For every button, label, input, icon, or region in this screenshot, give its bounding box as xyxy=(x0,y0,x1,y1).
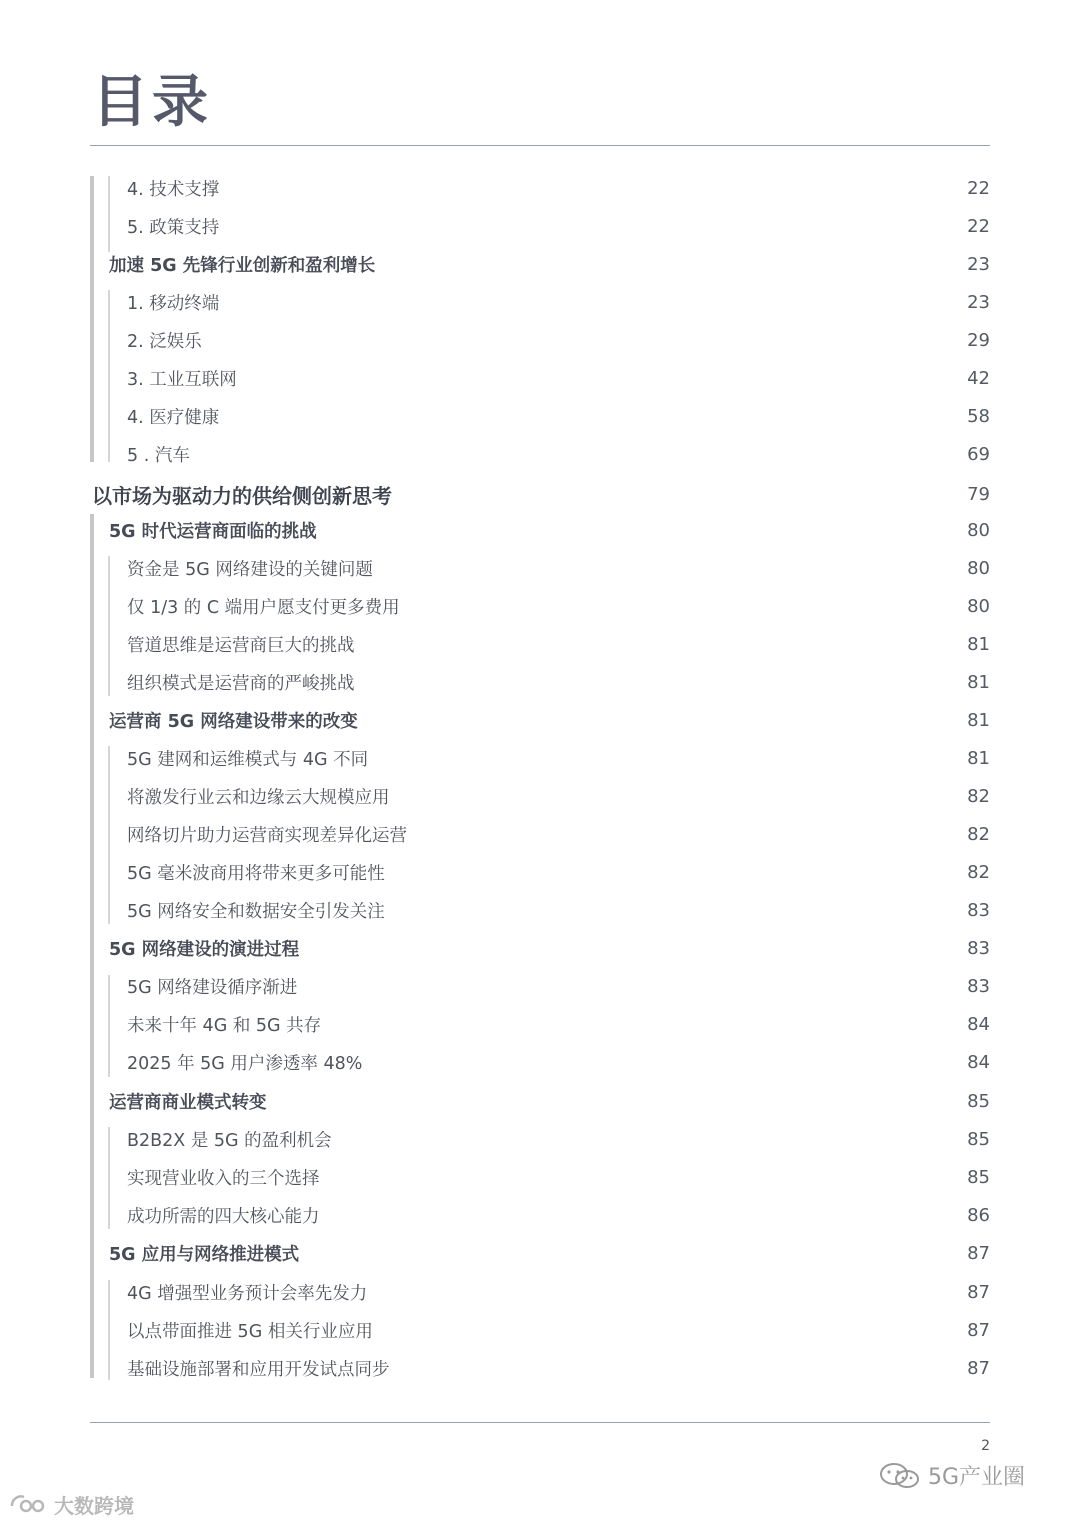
toc-entry[interactable] xyxy=(0,587,990,625)
toc-page: 87 xyxy=(967,1319,990,1341)
toc-page: 58 xyxy=(967,405,990,427)
toc-page: 81 xyxy=(967,709,990,731)
toc-page: 80 xyxy=(967,595,990,617)
page-number: 2 xyxy=(981,1438,990,1454)
watermark-right-text: 5G产业圈 xyxy=(928,1465,1026,1490)
toc-entry[interactable] xyxy=(0,1311,990,1349)
toc-label: 管道思维是运营商巨大的挑战 xyxy=(127,635,355,656)
toc-page: 84 xyxy=(967,1051,990,1073)
wechat-icon xyxy=(878,1461,922,1491)
toc-label: 基础设施部署和应用开发试点同步 xyxy=(127,1359,390,1380)
toc-page: 85 xyxy=(967,1166,990,1188)
toc-page: 80 xyxy=(967,557,990,579)
toc-page: 83 xyxy=(967,899,990,921)
bottom-divider xyxy=(90,1422,990,1423)
toc-page: 84 xyxy=(967,1013,990,1035)
toc-entry[interactable] xyxy=(0,967,990,1005)
toc-label: 1. 移动终端 xyxy=(127,293,220,314)
toc-page: 29 xyxy=(967,329,990,351)
toc-entry[interactable] xyxy=(0,321,990,359)
toc-entry[interactable] xyxy=(0,283,990,321)
toc-entry[interactable] xyxy=(0,929,990,967)
toc-page: 87 xyxy=(967,1242,990,1264)
toc-page: 23 xyxy=(967,291,990,313)
page-title: 目录 xyxy=(92,70,212,135)
toc-entry[interactable] xyxy=(0,1196,990,1234)
toc-page: 83 xyxy=(967,937,990,959)
toc-label: 5. 政策支持 xyxy=(127,217,220,238)
toc-page: 87 xyxy=(967,1281,990,1303)
watermark-left-text: 大数跨境 xyxy=(54,1494,134,1518)
toc-label: 成功所需的四大核心能力 xyxy=(127,1206,320,1227)
toc-entry[interactable] xyxy=(0,549,990,587)
toc-page: 22 xyxy=(967,215,990,237)
toc-page: 80 xyxy=(967,519,990,541)
toc-page: 82 xyxy=(967,785,990,807)
toc-page: 69 xyxy=(967,443,990,465)
toc-label: 5G 应用与网络推进模式 xyxy=(109,1244,300,1265)
toc-label: 组织模式是运营商的严峻挑战 xyxy=(127,673,355,694)
toc-entry[interactable] xyxy=(0,1158,990,1196)
toc-chapter[interactable] xyxy=(0,475,990,513)
toc-entry[interactable] xyxy=(0,1120,990,1158)
toc-entry[interactable] xyxy=(0,1005,990,1043)
toc-label: 5G 网络建设的演进过程 xyxy=(109,939,300,960)
toc-page: 82 xyxy=(967,861,990,883)
toc-label: 资金是 5G 网络建设的关键问题 xyxy=(127,559,373,580)
toc-label: 将激发行业云和边缘云大规模应用 xyxy=(127,787,390,808)
toc-page: 22 xyxy=(967,177,990,199)
toc-entry[interactable] xyxy=(0,397,990,435)
toc-label: 运营商商业模式转变 xyxy=(109,1092,267,1113)
toc-page: 81 xyxy=(967,747,990,769)
toc-page: 85 xyxy=(967,1090,990,1112)
watermark-right xyxy=(878,1460,1025,1491)
toc-entry[interactable] xyxy=(0,663,990,701)
toc-entry[interactable] xyxy=(0,625,990,663)
toc-label: 加速 5G 先锋行业创新和盈利增长 xyxy=(109,255,376,276)
toc-entry[interactable] xyxy=(0,1349,990,1387)
toc-entry[interactable] xyxy=(0,853,990,891)
toc-label: 以市场为驱动力的供给侧创新思考 xyxy=(92,483,392,508)
toc-entry[interactable] xyxy=(0,169,990,207)
toc-label: 5G 建网和运维模式与 4G 不同 xyxy=(127,749,369,770)
toc-label: 5G 网络建设循序渐进 xyxy=(127,977,298,998)
toc-entry[interactable] xyxy=(0,245,990,283)
toc-page: 81 xyxy=(967,671,990,693)
toc-entry[interactable] xyxy=(0,815,990,853)
toc-page: 79 xyxy=(967,483,990,505)
toc-page: 81 xyxy=(967,633,990,655)
toc-page: 42 xyxy=(967,367,990,389)
toc-page: 82 xyxy=(967,823,990,845)
toc-page: 23 xyxy=(967,253,990,275)
toc-label: 2025 年 5G 用户渗透率 48% xyxy=(127,1053,363,1074)
toc-page: 87 xyxy=(967,1357,990,1379)
toc-page: 86 xyxy=(967,1204,990,1226)
brand-logo-icon xyxy=(8,1492,48,1518)
watermark-left xyxy=(8,1490,134,1519)
toc-label: 5 . 汽车 xyxy=(127,445,190,466)
toc-label: 4. 技术支撑 xyxy=(127,179,220,200)
toc-label: 5G 时代运营商面临的挑战 xyxy=(109,521,317,542)
toc-entry[interactable] xyxy=(0,777,990,815)
toc-entry[interactable] xyxy=(0,1082,990,1120)
toc-entry[interactable] xyxy=(0,207,990,245)
toc-entry[interactable] xyxy=(0,1273,990,1311)
toc-entry[interactable] xyxy=(0,1043,990,1081)
toc-label: 仅 1/3 的 C 端用户愿支付更多费用 xyxy=(127,597,400,618)
toc-label: 3. 工业互联网 xyxy=(127,369,237,390)
toc-label: 4G 增强型业务预计会率先发力 xyxy=(127,1283,368,1304)
toc-label: 实现营业收入的三个选择 xyxy=(127,1168,320,1189)
toc-label: 以点带面推进 5G 相关行业应用 xyxy=(127,1321,373,1342)
toc-label: 网络切片助力运营商实现差异化运营 xyxy=(127,825,407,846)
toc-entry[interactable] xyxy=(0,435,990,473)
toc-label: B2B2X 是 5G 的盈利机会 xyxy=(127,1130,332,1151)
toc-label: 未来十年 4G 和 5G 共存 xyxy=(127,1015,322,1036)
top-divider xyxy=(90,145,990,146)
toc-page: 83 xyxy=(967,975,990,997)
toc-entry[interactable] xyxy=(0,739,990,777)
toc-entry[interactable] xyxy=(0,511,990,549)
toc-page: 85 xyxy=(967,1128,990,1150)
toc-entry[interactable] xyxy=(0,891,990,929)
toc-label: 4. 医疗健康 xyxy=(127,407,220,428)
toc-entry[interactable] xyxy=(0,359,990,397)
toc-label: 运营商 5G 网络建设带来的改变 xyxy=(109,711,358,732)
toc-label: 5G 毫米波商用将带来更多可能性 xyxy=(127,863,385,884)
toc-label: 2. 泛娱乐 xyxy=(127,331,202,352)
toc-label: 5G 网络安全和数据安全引发关注 xyxy=(127,901,385,922)
toc-entry[interactable] xyxy=(0,1234,990,1272)
toc-entry[interactable] xyxy=(0,701,990,739)
